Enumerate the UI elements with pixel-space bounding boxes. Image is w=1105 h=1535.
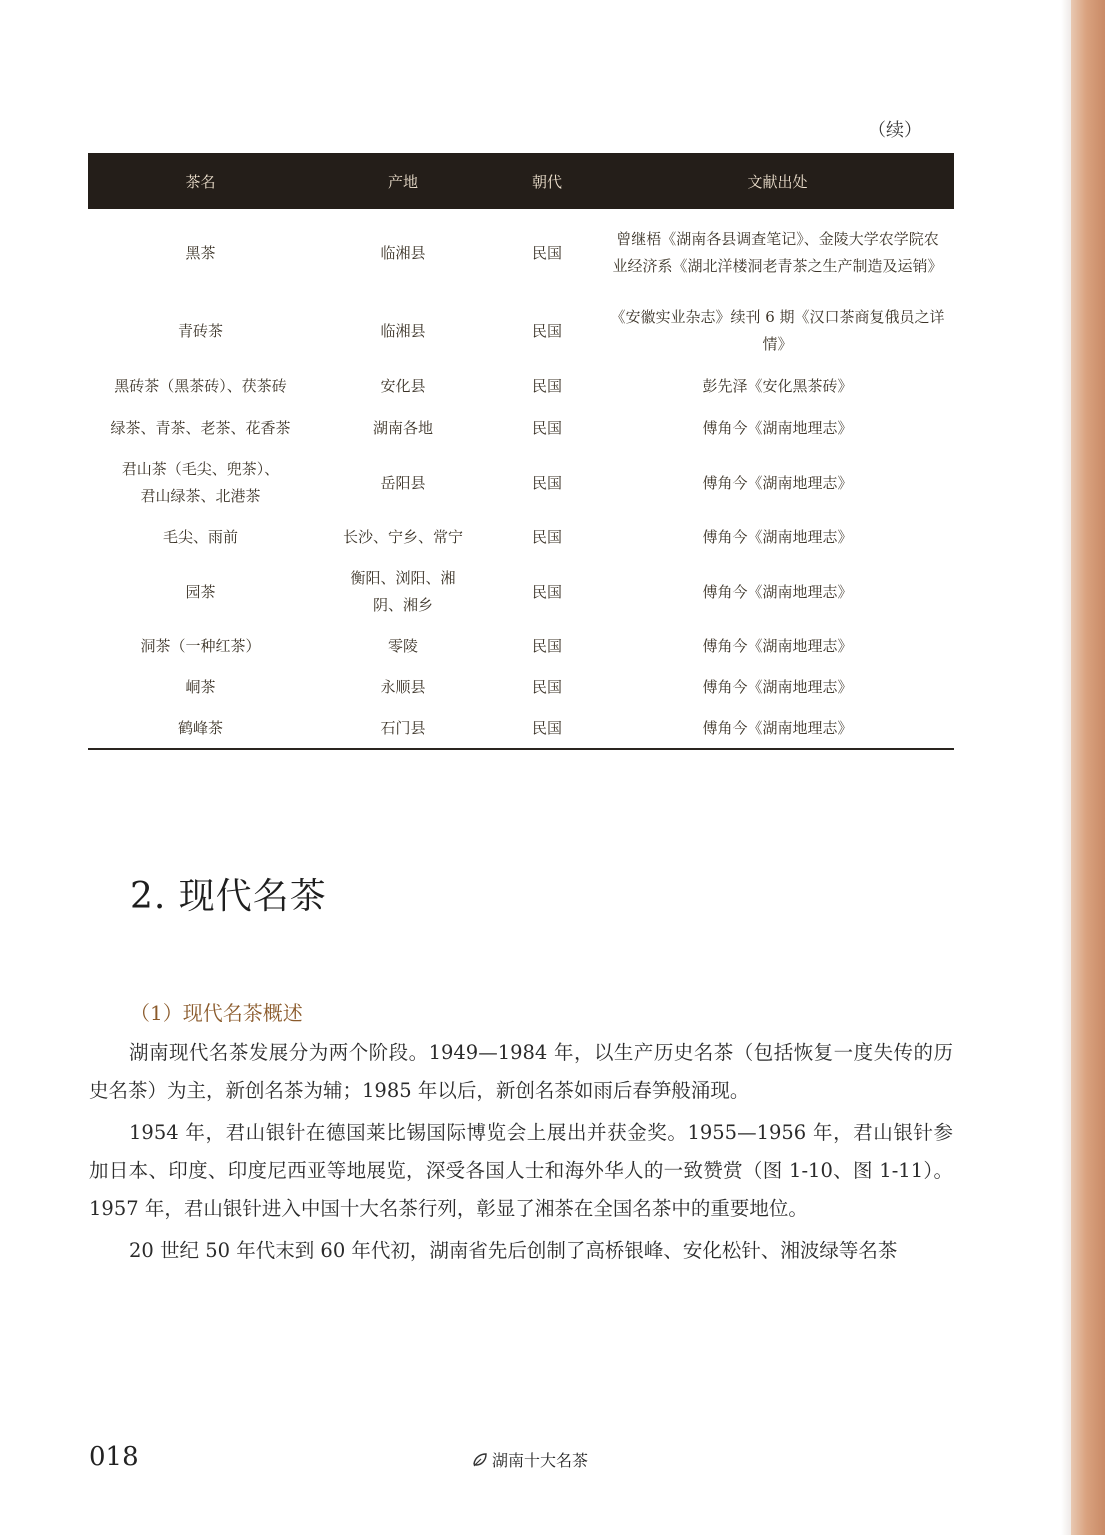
body-text: [89, 1034, 953, 1274]
paragraph: 20 世纪 50 年代末到 60 年代初，湖南省先后创制了高桥银峰、安化松针、湘波绿等名茶: [129, 1239, 898, 1262]
tea-table: [88, 153, 954, 750]
cell-source: 彭先泽《安化黑茶砖》: [702, 377, 853, 395]
cell-dynasty: 民国: [531, 321, 562, 340]
cell-dynasty: 民国: [531, 637, 562, 655]
table-row: [88, 626, 954, 667]
header-dynasty: 朝代: [493, 153, 601, 209]
table-row: [88, 365, 954, 408]
table-row: [88, 667, 954, 708]
cell-origin: 零陵: [387, 637, 418, 655]
cell-source: 傅角今《湖南地理志》: [702, 528, 853, 546]
cell-dynasty: 民国: [493, 708, 601, 749]
cell-origin: 临湘县: [380, 243, 426, 262]
cell-origin: 湖南各地: [372, 419, 433, 437]
cell-dynasty: 民国: [531, 419, 562, 437]
table-row: [88, 297, 954, 365]
cell-dynasty: 民国: [531, 377, 562, 395]
paragraph: 湖南现代名茶发展分为两个阶段。1949—1984 年，以生产历史名茶（包括恢复一度失传的历史名茶）为主，新创名茶为辅；1985 年以后，新创名茶如雨后春笋般涌现。: [89, 1041, 953, 1102]
cell-tea-name: 园茶: [185, 582, 216, 601]
cell-source: 傅角今《湖南地理志》: [702, 637, 853, 655]
cell-source: 傅角今《湖南地理志》: [702, 582, 853, 601]
page-number: 018: [89, 1442, 139, 1472]
continued-label: （续）: [868, 120, 922, 141]
header-origin: 产地: [313, 153, 493, 209]
cell-dynasty: 民国: [531, 582, 562, 601]
cell-origin: 永顺县: [380, 678, 426, 696]
table-row: [88, 408, 954, 449]
table-row: [88, 449, 954, 517]
cell-tea-name: 黑砖茶（黑茶砖）、茯茶砖: [114, 377, 287, 395]
section-title: 2. 现代名茶: [130, 876, 327, 917]
footer-book-title: [472, 1448, 588, 1471]
header-tea-name: 茶名: [88, 153, 313, 209]
table-row: [88, 708, 954, 749]
subsection-title: （1）现代名茶概述: [130, 1001, 303, 1025]
cell-tea-name: 鹤峰茶: [88, 708, 313, 749]
page-edge: [1071, 0, 1105, 1535]
page-edge-shadow: [1061, 0, 1071, 1535]
cell-tea-name: 洞茶（一种红茶）: [140, 637, 261, 655]
cell-dynasty: 民国: [531, 243, 562, 262]
paragraph: 1954 年，君山银针在德国莱比锡国际博览会上展出并获金奖。1955—1956 年，君山银针参加日本、印度、印度尼西亚等地展览，深受各国人士和海外华人的一致赞赏（图 1-10、图 1-11）。1957 年，君山银针进入中国十大名茶行列，彰显了湘茶在全国名茶中的重要地位。: [89, 1121, 953, 1220]
cell-source: 傅角今《湖南地理志》: [702, 473, 853, 492]
cell-origin: 岳阳县: [380, 473, 426, 492]
cell-tea-name: 黑茶: [185, 243, 216, 262]
cell-dynasty: 民国: [531, 473, 562, 492]
cell-dynasty: 民国: [531, 678, 562, 696]
table-row: [88, 558, 954, 626]
cell-origin: 长沙、宁乡、常宁: [342, 528, 463, 546]
cell-source: 傅角今《湖南地理志》: [601, 708, 954, 749]
table-header-row: [88, 153, 954, 209]
cell-source: 傅角今《湖南地理志》: [702, 678, 853, 696]
cell-origin: 临湘县: [380, 321, 426, 340]
cell-source: 曾继梧《湖南各县调查笔记》、金陵大学农学院农业经济系《湖北洋楼洞老青茶之生产制造及运销》: [612, 230, 943, 275]
cell-tea-name: 毛尖、雨前: [162, 528, 238, 546]
cell-source: 《安徽实业杂志》续刊 6 期《汉口茶商复俄员之详情》: [610, 308, 945, 353]
cell-tea-name: 青砖茶: [177, 321, 223, 340]
cell-origin: 衡阳、浏阳、湘阴、湘乡: [350, 569, 456, 614]
cell-tea-name: 峒茶: [185, 678, 216, 696]
cell-origin: 安化县: [380, 377, 426, 395]
cell-dynasty: 民国: [531, 528, 562, 546]
book-title: 湖南十大名茶: [492, 1451, 589, 1470]
table-row: [88, 209, 954, 297]
cell-source: 傅角今《湖南地理志》: [702, 419, 853, 437]
cell-origin: 石门县: [313, 708, 493, 749]
table-row: [88, 517, 954, 558]
cell-tea-name: 君山茶（毛尖、兜茶）、君山绿茶、北港茶: [121, 460, 280, 505]
header-source: 文献出处: [601, 153, 954, 209]
leaf-icon: [472, 1452, 488, 1468]
cell-tea-name: 绿茶、青茶、老茶、花香茶: [110, 419, 291, 437]
